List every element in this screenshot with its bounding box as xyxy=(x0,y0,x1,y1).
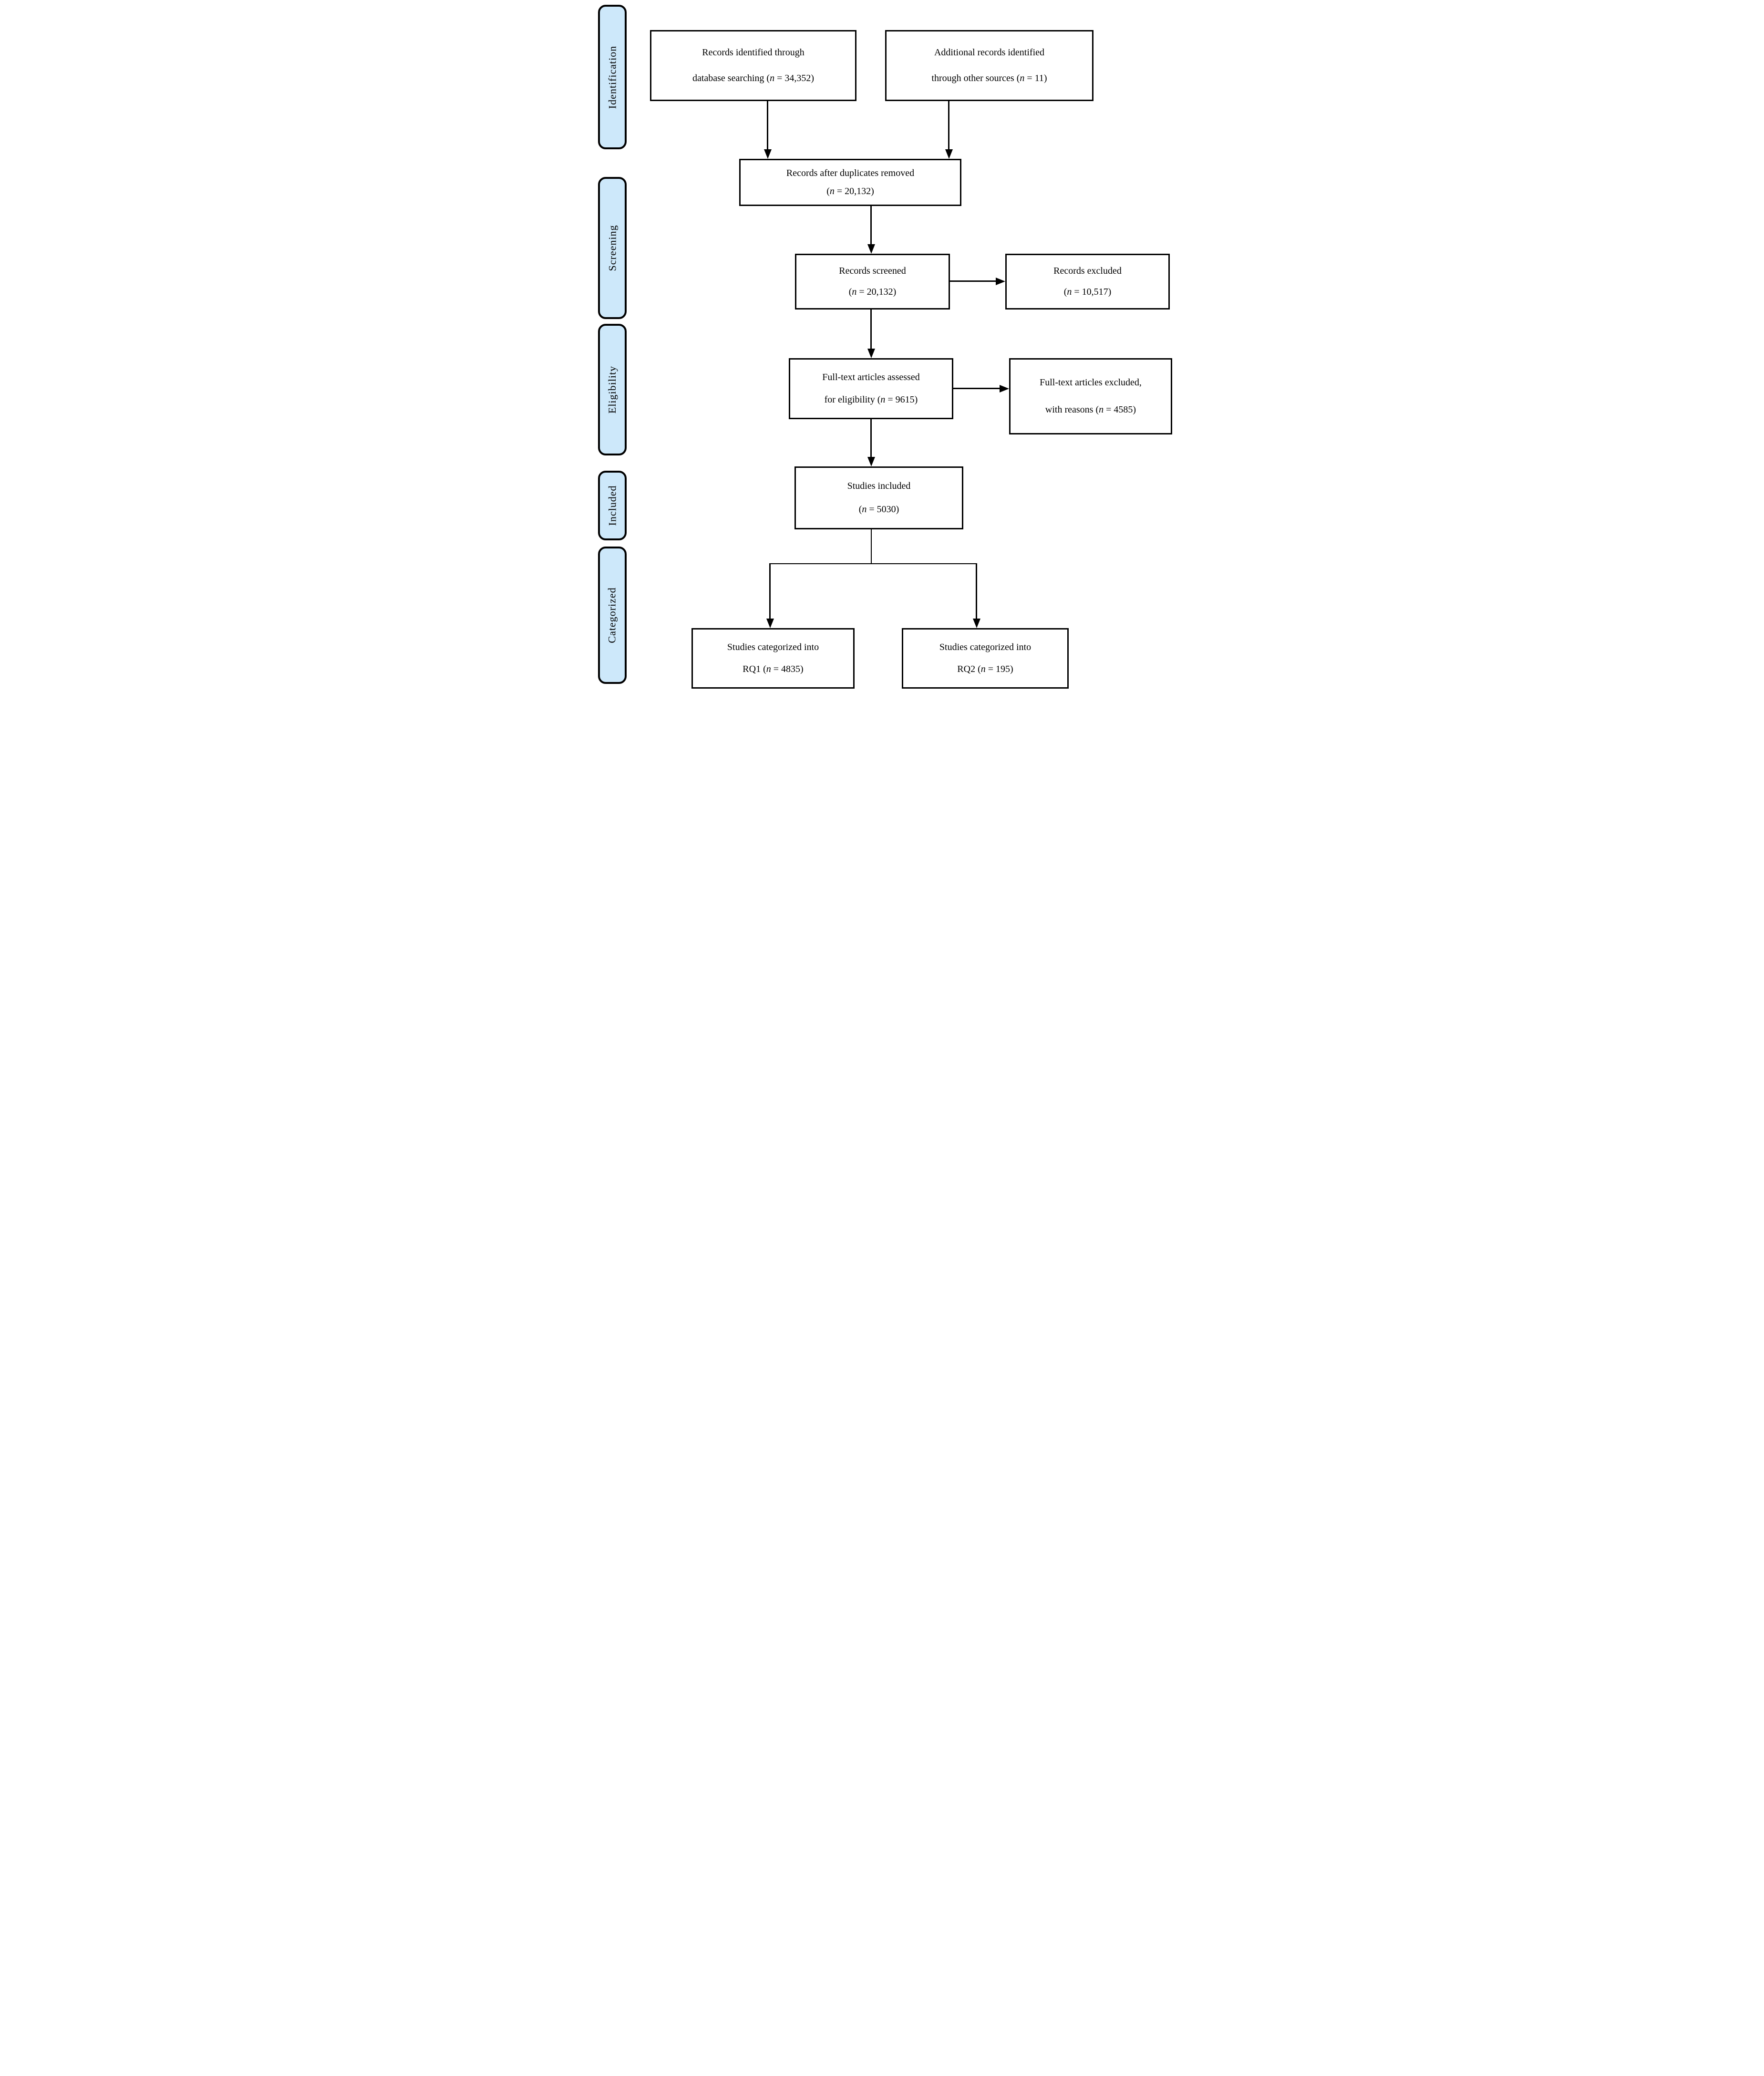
n-symbol: n xyxy=(770,73,775,83)
arrow-branch-to-rq2-shaft xyxy=(976,563,977,620)
records-screened-box xyxy=(795,254,950,310)
records-screened-line2 xyxy=(849,287,897,298)
arrow-additional-to-duplicates-shaft xyxy=(948,101,949,150)
stage-label-identification-text: Identification xyxy=(606,45,619,109)
fulltext-assessed-line2 xyxy=(825,394,918,405)
additional-records-line1: Additional records identified xyxy=(934,47,1045,58)
arrow-branch-to-rq1-shaft xyxy=(769,563,771,620)
arrow-duplicates-to-screened-shaft xyxy=(870,206,872,245)
studies-included-box xyxy=(794,466,963,529)
studies-included-line1: Studies included xyxy=(847,481,911,492)
arrow-fulltext-to-included-head xyxy=(867,457,875,466)
fulltext-assessed-line1: Full-text articles assessed xyxy=(822,372,920,382)
prisma-flow-diagram xyxy=(588,0,1176,692)
text-segment: RQ2 ( xyxy=(957,664,981,675)
text-segment: = 34,352) xyxy=(774,73,815,83)
n-symbol: n xyxy=(829,186,835,196)
branch-stem-line xyxy=(871,529,872,564)
records-identified-line1: Records identified through xyxy=(702,47,805,58)
records-screened-line1: Records screened xyxy=(839,266,906,277)
branch-horizontal-line xyxy=(770,563,977,564)
arrow-fulltext-to-ftexcluded-head xyxy=(1000,385,1009,392)
n-symbol: n xyxy=(1020,73,1025,83)
n-symbol: n xyxy=(1067,286,1072,297)
records-identified-box xyxy=(650,30,856,101)
stage-label-screening xyxy=(598,177,627,319)
text-segment: with reasons ( xyxy=(1045,404,1099,415)
rq1-line1: Studies categorized into xyxy=(727,641,819,652)
rq2-line2 xyxy=(957,664,1013,675)
text-segment: = 195) xyxy=(985,664,1013,675)
records-identified-line2 xyxy=(692,73,814,84)
text-segment: = 10,517) xyxy=(1072,286,1112,297)
n-symbol: n xyxy=(852,286,857,297)
stage-label-eligibility xyxy=(598,324,627,455)
arrow-identified-to-duplicates-head xyxy=(764,149,772,159)
n-symbol: n xyxy=(862,504,867,515)
text-segment: database searching ( xyxy=(692,73,770,83)
n-symbol: n xyxy=(1099,404,1104,415)
arrow-branch-to-rq2-head xyxy=(973,619,980,628)
arrow-additional-to-duplicates-head xyxy=(945,149,953,159)
stage-label-included-text: Included xyxy=(606,485,618,526)
fulltext-excluded-line1: Full-text articles excluded, xyxy=(1040,377,1142,388)
records-excluded-line1: Records excluded xyxy=(1053,266,1122,277)
text-segment: ( xyxy=(858,504,862,515)
arrow-fulltext-to-ftexcluded-shaft xyxy=(953,388,1001,389)
fulltext-assessed-box xyxy=(789,358,953,419)
arrow-identified-to-duplicates-shaft xyxy=(767,101,768,150)
rq1-line2 xyxy=(743,664,803,675)
arrow-screened-to-fulltext-shaft xyxy=(870,310,872,350)
text-segment: = 4835) xyxy=(771,664,804,675)
arrow-duplicates-to-screened-head xyxy=(867,244,875,254)
studies-included-line2 xyxy=(859,504,899,515)
text-segment: ( xyxy=(826,186,830,196)
records-excluded-box xyxy=(1005,254,1170,310)
duplicates-removed-line2 xyxy=(826,186,874,197)
arrow-branch-to-rq1-head xyxy=(766,619,774,628)
text-segment: RQ1 ( xyxy=(743,664,766,675)
fulltext-excluded-line2 xyxy=(1045,404,1136,415)
arrow-screened-to-fulltext-head xyxy=(867,349,875,358)
duplicates-removed-box xyxy=(739,159,961,206)
n-symbol: n xyxy=(980,664,986,675)
fulltext-excluded-box xyxy=(1009,358,1172,434)
text-segment: = 5030) xyxy=(867,504,899,515)
rq2-line1: Studies categorized into xyxy=(939,641,1032,652)
n-symbol: n xyxy=(880,394,886,405)
arrow-screened-to-excluded-head xyxy=(996,278,1005,285)
n-symbol: n xyxy=(766,664,771,675)
additional-records-line2 xyxy=(931,73,1047,84)
rq1-categorized-box xyxy=(691,628,855,689)
text-segment: ( xyxy=(1063,286,1067,297)
stage-label-included xyxy=(598,471,627,540)
text-segment: = 4585) xyxy=(1104,404,1136,415)
text-segment: = 20,132) xyxy=(856,286,897,297)
stage-label-identification xyxy=(598,5,627,149)
records-excluded-line2 xyxy=(1064,287,1112,298)
rq2-categorized-box xyxy=(902,628,1069,689)
stage-label-categorized xyxy=(598,547,627,684)
text-segment: = 9615) xyxy=(885,394,918,405)
text-segment: = 11) xyxy=(1024,73,1047,83)
text-segment: for eligibility ( xyxy=(824,394,881,405)
stage-label-categorized-text: Categorized xyxy=(606,587,619,643)
stage-label-screening-text: Screening xyxy=(606,225,618,271)
stage-label-eligibility-text: Eligibility xyxy=(606,365,619,414)
text-segment: = 20,132) xyxy=(834,186,874,196)
arrow-screened-to-excluded-shaft xyxy=(950,280,997,282)
duplicates-removed-line1: Records after duplicates removed xyxy=(786,168,915,179)
text-segment: through other sources ( xyxy=(931,73,1020,83)
arrow-fulltext-to-included-shaft xyxy=(870,419,872,458)
text-segment: ( xyxy=(848,286,852,297)
additional-records-box xyxy=(885,30,1093,101)
